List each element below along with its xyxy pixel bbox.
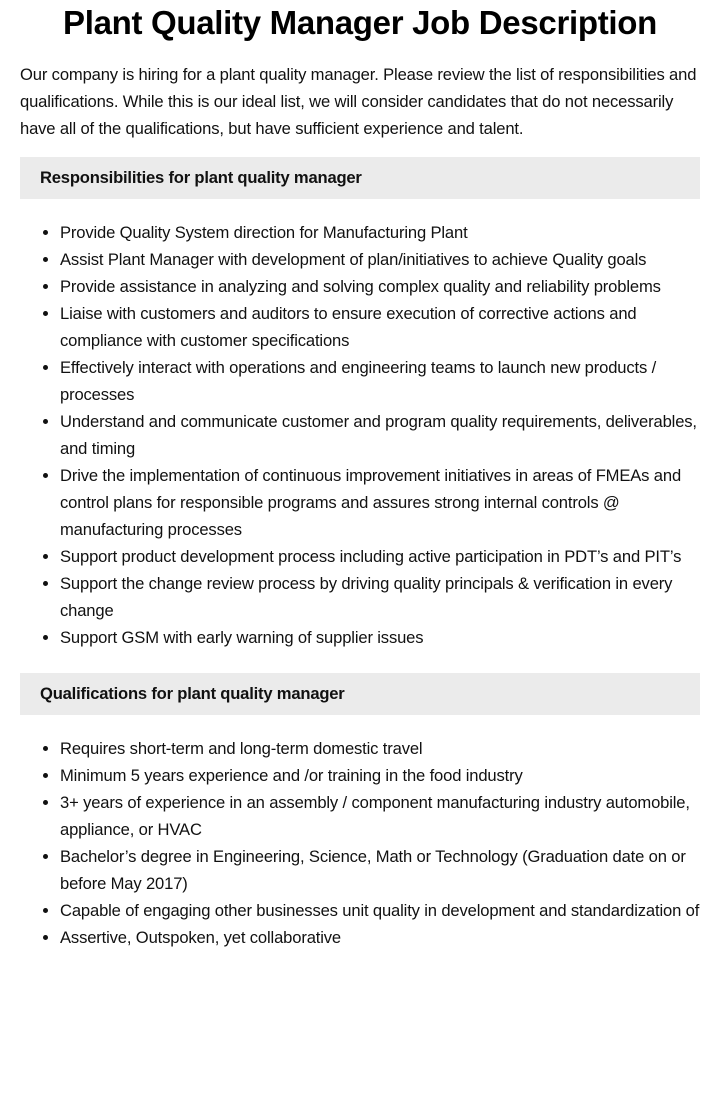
responsibilities-item: • Understand and communicate customer and program quality requirements, deliverables, and timing — [60, 408, 700, 462]
qualifications-item: • Bachelor’s degree in Engineering, Science, Math or Technology (Graduation date on or before May 2017) — [60, 843, 700, 897]
responsibilities-item: • Drive the implementation of continuous improvement initiatives in areas of FMEAs and control plans for responsible programs and assures strong internal controls @ manufacturing processes — [60, 462, 700, 543]
responsibilities-item: • Provide Quality System direction for Manufacturing Plant — [60, 219, 700, 246]
responsibilities-item: • Liaise with customers and auditors to ensure execution of corrective actions and compliance with customer specifications — [60, 300, 700, 354]
responsibilities-heading: Responsibilities for plant quality manager — [20, 157, 700, 199]
responsibilities-item: • Provide assistance in analyzing and solving complex quality and reliability problems — [60, 273, 700, 300]
page-title: Plant Quality Manager Job Description — [62, 4, 658, 41]
responsibilities-item: • Effectively interact with operations and engineering teams to launch new products / processes — [60, 354, 700, 408]
responsibilities-item: • Support product development process including active participation in PDT’s and PIT’s — [60, 543, 700, 570]
responsibilities-item: • Support the change review process by driving quality principals & verification in every change — [60, 570, 700, 624]
intro-paragraph: Our company is hiring for a plant quality manager. Please review the list of responsibilities and qualifications. While this is our ideal list, we will consider candidates that do not necessarily have all of the qualifications, but have sufficient experience and talent. — [20, 65, 697, 138]
responsibilities-item: • Assist Plant Manager with development of plan/initiatives to achieve Quality goals — [60, 246, 700, 273]
qualifications-item: • Assertive, Outspoken, yet collaborative — [60, 924, 700, 951]
qualifications-item: • 3+ years of experience in an assembly / component manufacturing industry automobile, appliance, or HVAC — [60, 789, 700, 843]
qualifications-item: • Minimum 5 years experience and /or training in the food industry — [60, 762, 700, 789]
qualifications-item: • Capable of engaging other businesses unit quality in development and standardization of — [60, 897, 700, 924]
qualifications-list — [20, 735, 700, 951]
responsibilities-item: • Support GSM with early warning of supplier issues — [60, 624, 700, 651]
qualifications-heading: Qualifications for plant quality manager — [20, 673, 700, 715]
qualifications-item: • Requires short-term and long-term domestic travel — [60, 735, 700, 762]
responsibilities-list — [20, 219, 700, 651]
